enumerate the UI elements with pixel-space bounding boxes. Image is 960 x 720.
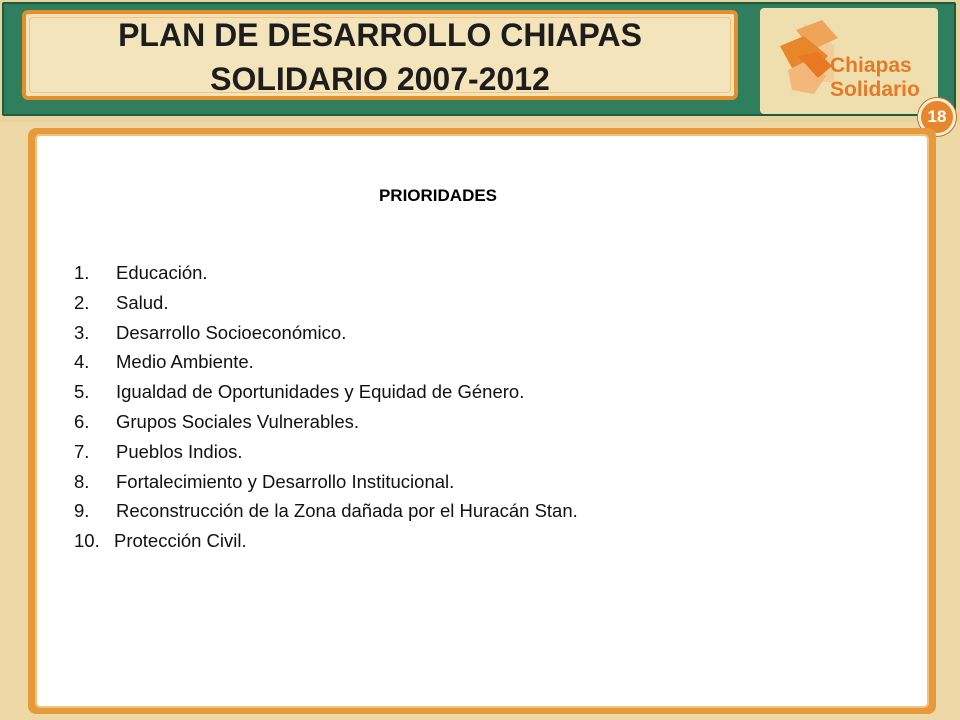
list-item [74, 258, 578, 288]
list-item [74, 377, 578, 407]
list-item [74, 526, 578, 556]
list-item [74, 437, 578, 467]
item-text: Fortalecimiento y Desarrollo Institucional. [116, 470, 455, 492]
item-text: Desarrollo Socioeconómico. [116, 321, 347, 343]
list-item [74, 467, 578, 497]
page-number-badge: 18 [918, 98, 956, 136]
item-text: Igualdad de Oportunidades y Equidad de Género. [116, 381, 525, 403]
item-number: 1. [74, 262, 90, 283]
section-heading: PRIORIDADES [378, 186, 498, 205]
item-number: 8. [74, 470, 90, 492]
item-number: 7. [74, 440, 90, 462]
item-text: Grupos Sociales Vulnerables. [116, 410, 360, 432]
item-number: 10. [74, 530, 100, 552]
list-item [74, 318, 578, 348]
logo-text-chiapas: Chiapas [830, 54, 912, 77]
item-number: 5. [74, 381, 90, 403]
list-item [74, 288, 578, 318]
item-text: Reconstrucción de la Zona dañada por el Huracán Stan. [116, 500, 578, 522]
priority-list [74, 258, 578, 556]
list-item [74, 496, 578, 526]
list-item [74, 407, 578, 437]
item-text: Pueblos Indios. [116, 440, 243, 462]
logo-text-solidario: Solidario [830, 78, 920, 101]
page-title: PLAN DE DESARROLLO CHIAPAS SOLIDARIO 2007-2012 [118, 17, 642, 97]
list-item [74, 347, 578, 377]
item-number: 2. [74, 291, 90, 313]
item-text: Medio Ambiente. [116, 351, 254, 373]
item-text: Protección Civil. [114, 530, 247, 552]
item-number: 6. [74, 410, 90, 432]
item-number: 4. [74, 351, 90, 373]
item-number: 3. [74, 321, 90, 343]
chiapas-solidario-logo [760, 8, 938, 114]
item-text: Salud. [116, 291, 169, 313]
item-number: 9. [74, 500, 90, 522]
item-text: Educación. [116, 262, 208, 283]
